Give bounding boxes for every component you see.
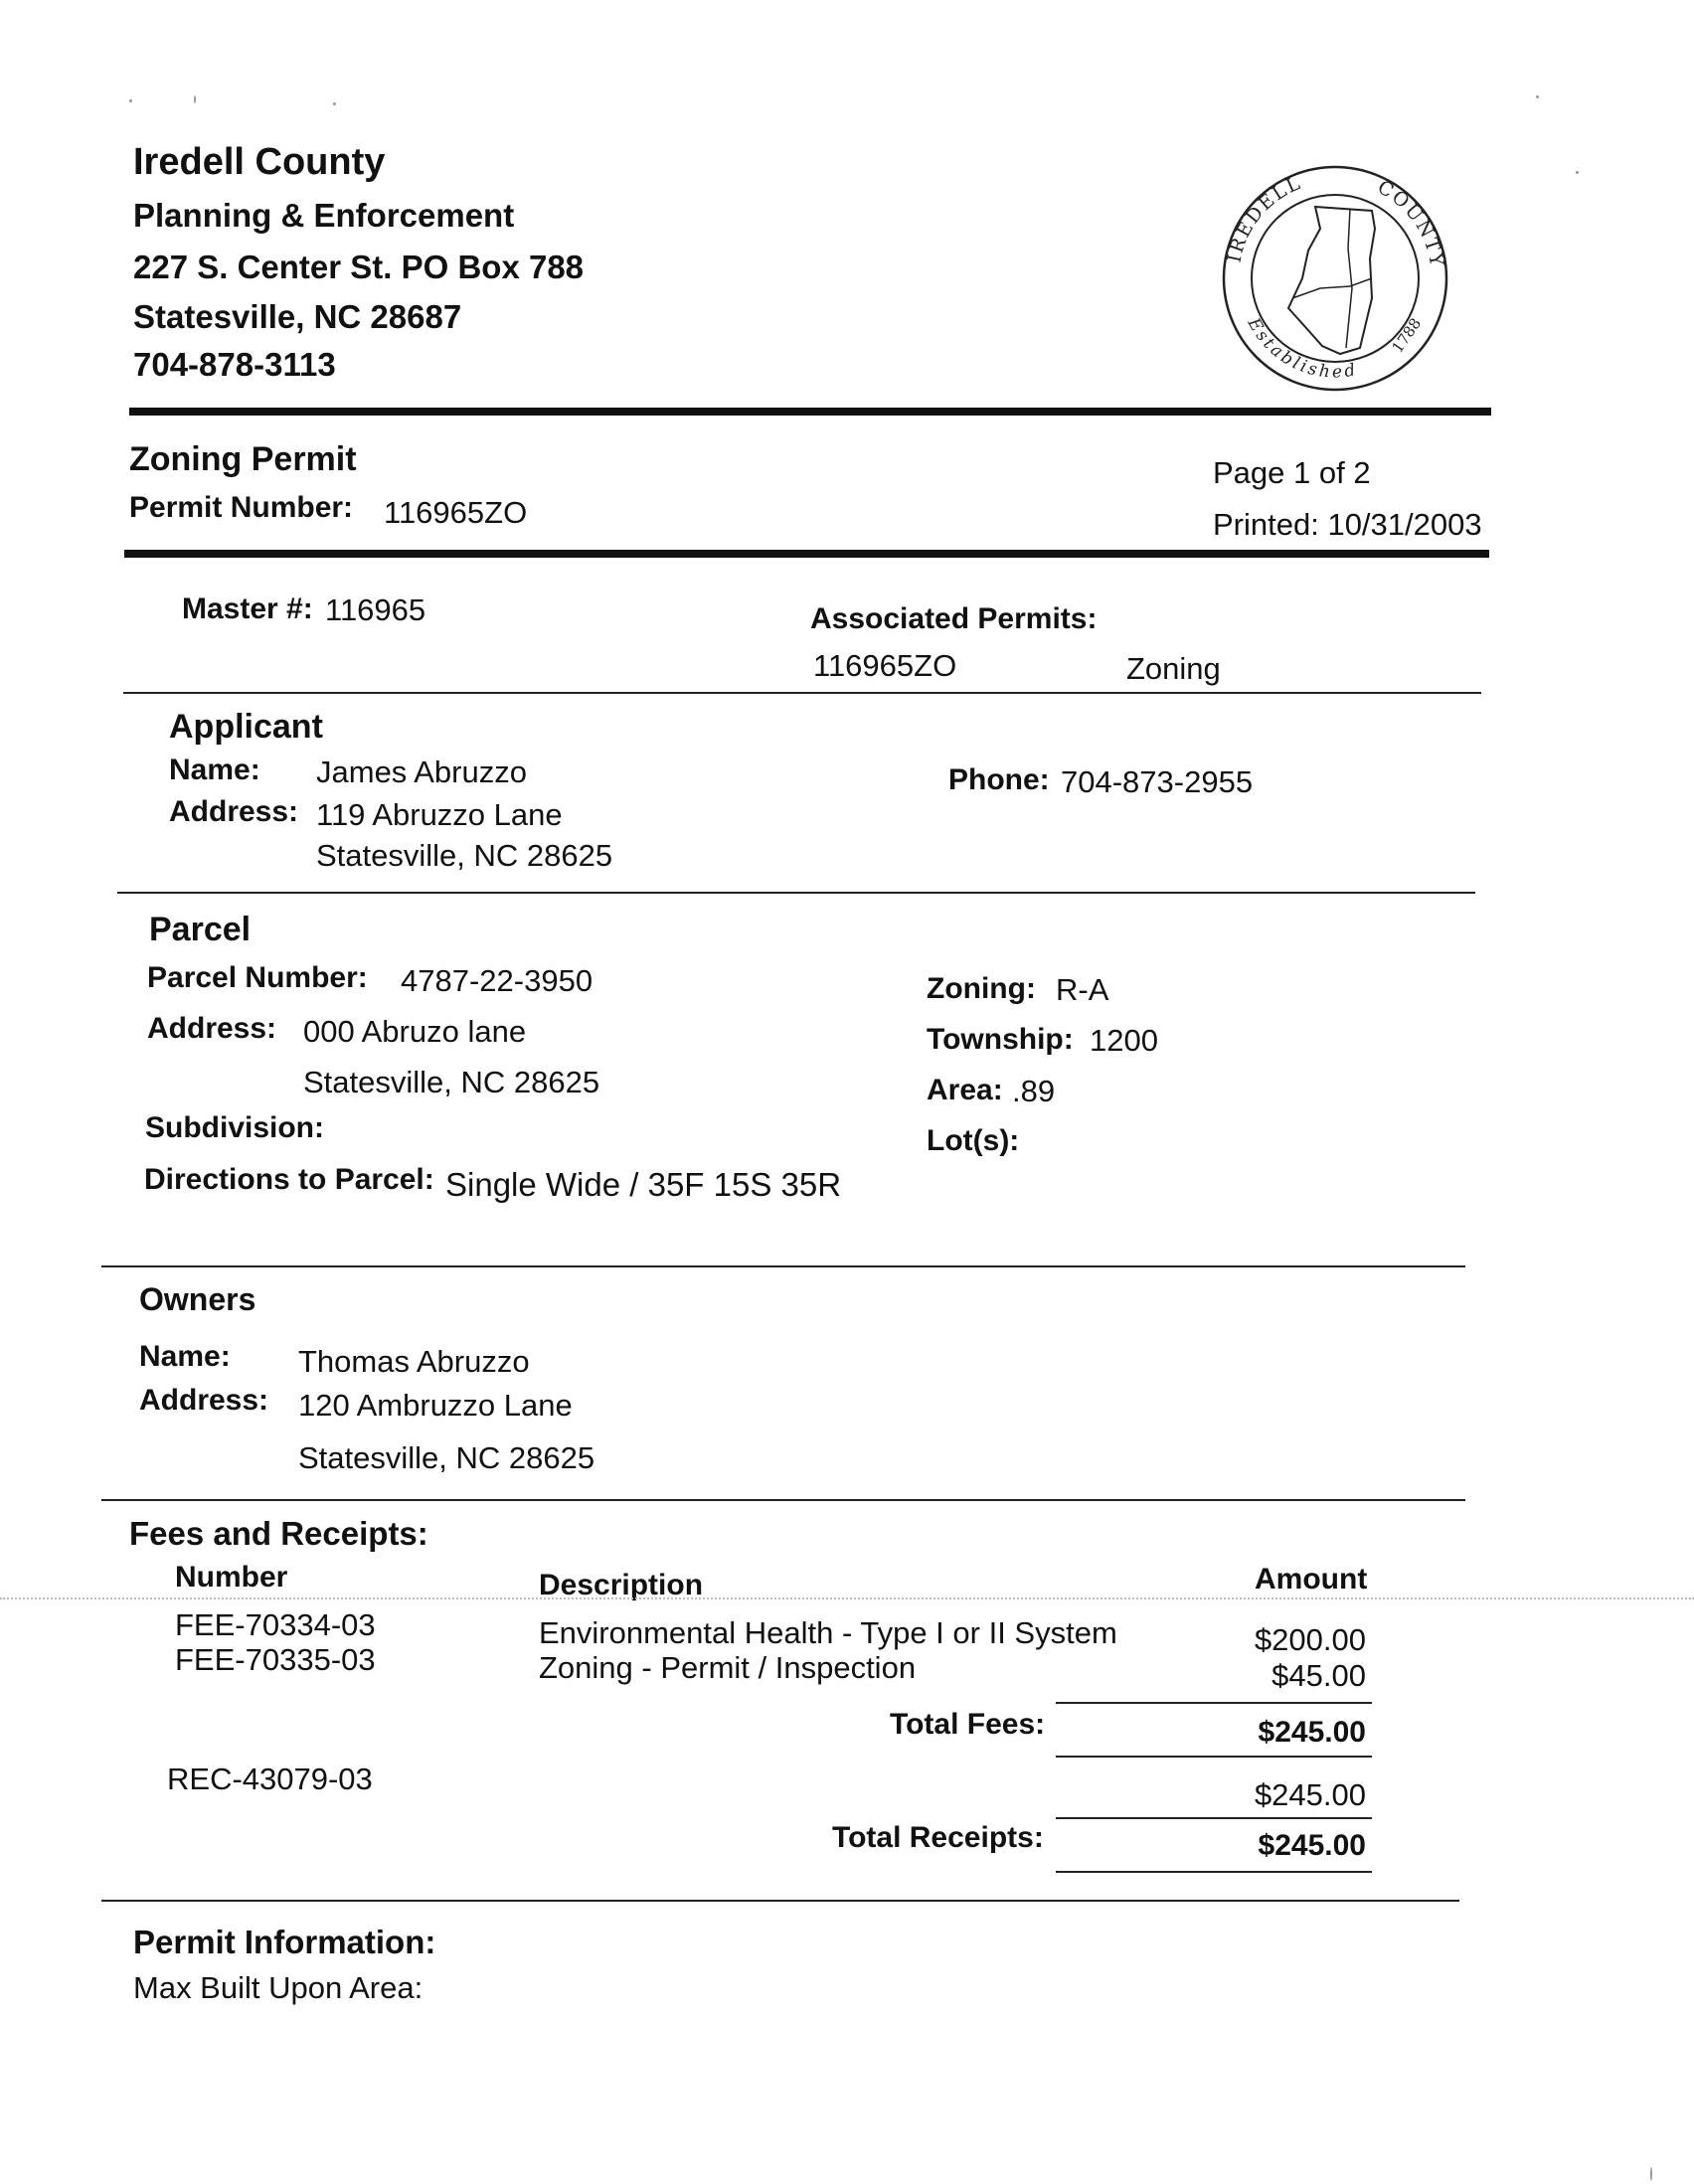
parcel-address-line1: 000 Abruzo lane — [303, 1014, 527, 1049]
subtotal-rule — [1056, 1702, 1372, 1704]
office-phone: 704-878-3113 — [133, 346, 336, 383]
applicant-address-line2: Statesville, NC 28625 — [316, 838, 613, 873]
scan-speck — [333, 102, 336, 105]
svg-text:IREDELL — [1223, 172, 1304, 264]
applicant-name: James Abruzzo — [316, 755, 527, 789]
section-divider — [101, 1265, 1465, 1267]
seal-year: 1788 — [1388, 314, 1426, 357]
city-address: Statesville, NC 28687 — [133, 298, 462, 335]
fee-description: Zoning - Permit / Inspection — [539, 1650, 917, 1685]
parcel-address-label: Address: — [147, 1012, 277, 1045]
permit-info-heading: Permit Information: — [133, 1924, 436, 1960]
owner-name-label: Name: — [139, 1340, 231, 1373]
lots-label: Lot(s): — [927, 1124, 1020, 1157]
scan-speck — [129, 99, 132, 102]
svg-text:Established — [1243, 314, 1360, 383]
fee-number: FEE-70334-03 — [175, 1607, 376, 1642]
scan-speck — [1650, 2167, 1652, 2181]
header-divider — [129, 408, 1491, 416]
fees-col-description: Description — [539, 1569, 704, 1601]
fees-col-number: Number — [175, 1561, 288, 1594]
fee-number: FEE-70335-03 — [175, 1642, 376, 1677]
subtotal-rule — [1056, 1817, 1372, 1819]
directions-label: Directions to Parcel: — [144, 1163, 434, 1196]
county-seal-icon — [1211, 159, 1459, 398]
total-rule — [1056, 1871, 1372, 1873]
header-rule — [0, 1597, 1694, 1599]
seal-bottom-text: Established — [1243, 314, 1360, 383]
master-label: Master #: — [182, 592, 313, 625]
zoning-value: R-A — [1056, 972, 1109, 1007]
associated-permit-type: Zoning — [1126, 651, 1221, 686]
applicant-name-label: Name: — [169, 754, 260, 786]
total-rule — [1056, 1756, 1372, 1758]
associated-permit-number: 116965ZO — [813, 648, 957, 683]
receipt-number: REC-43079-03 — [167, 1762, 373, 1796]
section-divider — [123, 692, 1481, 694]
owner-address-line1: 120 Ambruzzo Lane — [298, 1388, 573, 1423]
applicant-address-label: Address: — [169, 795, 299, 828]
owner-address-label: Address: — [139, 1384, 269, 1417]
zoning-label: Zoning: — [927, 972, 1036, 1005]
fee-amount: $200.00 — [1254, 1622, 1366, 1657]
scan-speck — [1576, 171, 1579, 174]
township-value: 1200 — [1090, 1023, 1158, 1058]
fee-description: Environmental Health - Type I or II System — [539, 1615, 1117, 1650]
directions-value: Single Wide / 35F 15S 35R — [445, 1166, 842, 1203]
total-receipts-label: Total Receipts: — [832, 1821, 1044, 1854]
page-indicator: Page 1 of 2 — [1213, 455, 1371, 490]
seal-top-text: IREDELL — [1223, 171, 1305, 264]
section-divider — [101, 1900, 1459, 1902]
owners-heading: Owners — [139, 1281, 256, 1317]
fees-col-amount: Amount — [1255, 1563, 1368, 1596]
owner-name: Thomas Abruzzo — [298, 1344, 530, 1379]
permit-divider — [124, 550, 1489, 558]
applicant-heading: Applicant — [169, 708, 323, 746]
area-value: .89 — [1012, 1074, 1056, 1108]
total-fees-label: Total Fees: — [890, 1708, 1046, 1741]
fees-heading: Fees and Receipts: — [129, 1515, 428, 1552]
fee-amount: $45.00 — [1271, 1658, 1366, 1693]
total-receipts-amount: $245.00 — [1258, 1829, 1366, 1862]
street-address: 227 S. Center St. PO Box 788 — [133, 249, 585, 285]
area-label: Area: — [927, 1074, 1003, 1106]
org-name: Iredell County — [133, 141, 386, 183]
applicant-phone: 704-873-2955 — [1061, 764, 1254, 799]
parcel-heading: Parcel — [149, 911, 252, 948]
owner-address-line2: Statesville, NC 28625 — [298, 1440, 595, 1475]
master-number: 116965 — [325, 592, 426, 627]
printed-date: Printed: 10/31/2003 — [1213, 507, 1482, 542]
associated-permits-label: Associated Permits: — [810, 602, 1098, 635]
scan-speck — [1536, 95, 1539, 98]
township-label: Township: — [927, 1023, 1074, 1056]
subdivision-label: Subdivision: — [145, 1111, 324, 1144]
total-fees-amount: $245.00 — [1258, 1716, 1366, 1749]
section-divider — [101, 1499, 1465, 1501]
applicant-phone-label: Phone: — [948, 763, 1050, 796]
permit-title: Zoning Permit — [129, 440, 357, 478]
parcel-number: 4787-22-3950 — [401, 963, 593, 998]
department-name: Planning & Enforcement — [133, 197, 515, 234]
parcel-number-label: Parcel Number: — [147, 961, 368, 994]
permit-number-label: Permit Number: — [129, 491, 354, 524]
section-divider — [117, 892, 1475, 894]
scan-speck — [194, 95, 196, 103]
permit-number: 116965ZO — [384, 495, 528, 530]
receipt-amount: $245.00 — [1254, 1777, 1366, 1812]
applicant-address-line1: 119 Abruzzo Lane — [316, 797, 563, 832]
svg-text:COUNTY — [1374, 176, 1448, 269]
max-built-area-label: Max Built Upon Area: — [133, 1970, 424, 2005]
parcel-address-line2: Statesville, NC 28625 — [303, 1065, 600, 1099]
seal-right-text: COUNTY — [1373, 176, 1448, 270]
